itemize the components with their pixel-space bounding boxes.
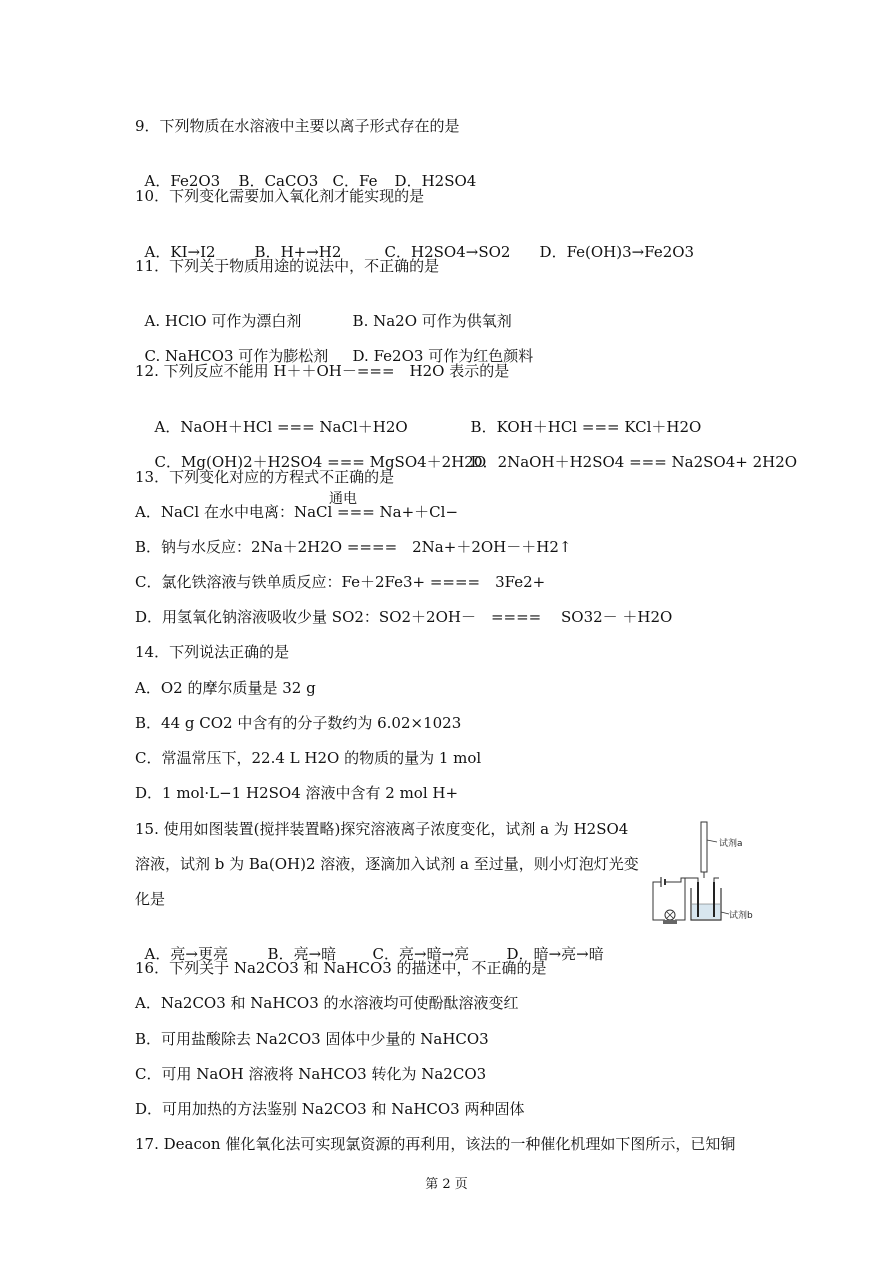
q14-option-a: A．O2 的摩尔质量是 32 g — [135, 679, 316, 697]
q10-option-d: D．Fe(OH)3→Fe2O3 — [539, 243, 695, 261]
q12-option-b: B．KOH＋HCl === KCl＋H2O — [470, 418, 702, 436]
question-10-stem: 10．下列变化需要加入氧化剂才能实现的是 — [135, 187, 425, 205]
q16-option-a: A．Na2CO3 和 NaHCO3 的水溶液均可使酚酞溶液变红 — [135, 994, 519, 1012]
question-13-stem: 13．下列变化对应的方程式不正确的是 — [135, 468, 395, 486]
question-14-stem: 14．下列说法正确的是 — [135, 643, 290, 661]
electrolysis-annotation: 通电 — [329, 491, 357, 507]
question-11-options-row1 — [135, 291, 512, 331]
reagent-b-label: 试剂b — [729, 911, 753, 921]
q12-option-c: C．Mg(OH)2＋H2SO4 === MgSO4＋2H2O — [154, 453, 487, 471]
q10-option-b: B．H+→H2 — [254, 243, 342, 261]
question-11-options-row2 — [135, 326, 533, 366]
question-9-options — [135, 151, 476, 191]
question-17-stem: 17. Deacon 催化氧化法可实现氯资源的再利用，该法的一种催化机理如下图所示，已知铜 — [135, 1135, 736, 1153]
q9-option-a: A．Fe2O3 — [144, 172, 221, 190]
question-11-stem: 11．下列关于物质用途的说法中，不正确的是 — [135, 257, 440, 275]
q11-option-a: A. HClO 可作为漂白剂 — [144, 312, 302, 330]
q13-option-d: D．用氢氧化钠溶液吸收少量 SO2：SO2＋2OH－ ==== SO32－ ＋H2O — [135, 608, 673, 626]
q11-option-d: D. Fe2O3 可作为红色颜料 — [352, 347, 534, 365]
question-16-stem: 16．下列关于 Na2CO3 和 NaHCO3 的描述中，不正确的是 — [135, 959, 547, 977]
q11-option-c: C. NaHCO3 可作为膨松剂 — [144, 347, 329, 365]
q13-option-b: B．钠与水反应：2Na＋2H2O ==== 2Na+＋2OH－＋H2↑ — [135, 538, 572, 556]
q16-option-b: B．可用盐酸除去 Na2CO3 固体中少量的 NaHCO3 — [135, 1030, 489, 1048]
q14-option-c: C．常温常压下，22.4 L H2O 的物质的量为 1 mol — [135, 749, 482, 767]
q9-option-c: C．Fe — [332, 172, 378, 190]
q10-option-c: C．H2SO4→SO2 — [384, 243, 511, 261]
q14-option-b: B．44 g CO2 中含有的分子数约为 6.02×1023 — [135, 714, 462, 732]
q12-option-a: A．NaOH＋HCl === NaCl＋H2O — [154, 418, 408, 436]
q16-option-c: C．可用 NaOH 溶液将 NaHCO3 转化为 Na2CO3 — [135, 1065, 487, 1083]
q14-option-d: D．1 mol·L−1 H2SO4 溶液中含有 2 mol H+ — [135, 784, 459, 802]
question-15-stem-line3: 化是 — [135, 890, 166, 908]
q9-option-b: B．CaCO3 — [238, 172, 319, 190]
page-number: 第 2 页 — [425, 1177, 468, 1192]
question-12-options-row1 — [145, 397, 701, 437]
question-9-stem: 9．下列物质在水溶液中主要以离子形式存在的是 — [135, 117, 460, 135]
q15-option-a: A．亮→更亮 — [144, 945, 228, 963]
q15-option-d: D．暗→亮→暗 — [506, 945, 604, 963]
question-12-options-row2 — [145, 432, 797, 472]
circuit-apparatus-figure — [645, 820, 765, 930]
burette — [701, 822, 707, 872]
q13-option-c: C．氯化铁溶液与铁单质反应：Fe＋2Fe3+ ==== 3Fe2+ — [135, 573, 546, 591]
q12-option-d: D．2NaOH＋H2SO4 === Na2SO4+ 2H2O — [470, 453, 798, 471]
question-15-stem-line1: 15. 使用如图装置(搅拌装置略)探究溶液离子浓度变化，试剂 a 为 H2SO4 — [135, 820, 629, 838]
q15-option-c: C．亮→暗→亮 — [372, 945, 470, 963]
q11-option-b: B. Na2O 可作为供氧剂 — [352, 312, 512, 330]
question-12-stem: 12. 下列反应不能用 H＋＋OH－=== H2O 表示的是 — [135, 362, 510, 380]
question-15-stem-line2: 溶液，试剂 b 为 Ba(OH)2 溶液，逐滴加入试剂 a 至过量，则小灯泡灯光变 — [135, 855, 639, 873]
reagent-a-label: 试剂a — [719, 839, 743, 849]
q10-option-a: A．KI→I2 — [144, 243, 216, 261]
q13-option-a: A．NaCl 在水中电离：NaCl === Na+＋Cl− — [135, 503, 459, 521]
q16-option-d: D．可用加热的方法鉴别 Na2CO3 和 NaHCO3 两种固体 — [135, 1100, 525, 1118]
q9-option-d: D．H2SO4 — [394, 172, 477, 190]
q15-option-b: B．亮→暗 — [267, 945, 337, 963]
